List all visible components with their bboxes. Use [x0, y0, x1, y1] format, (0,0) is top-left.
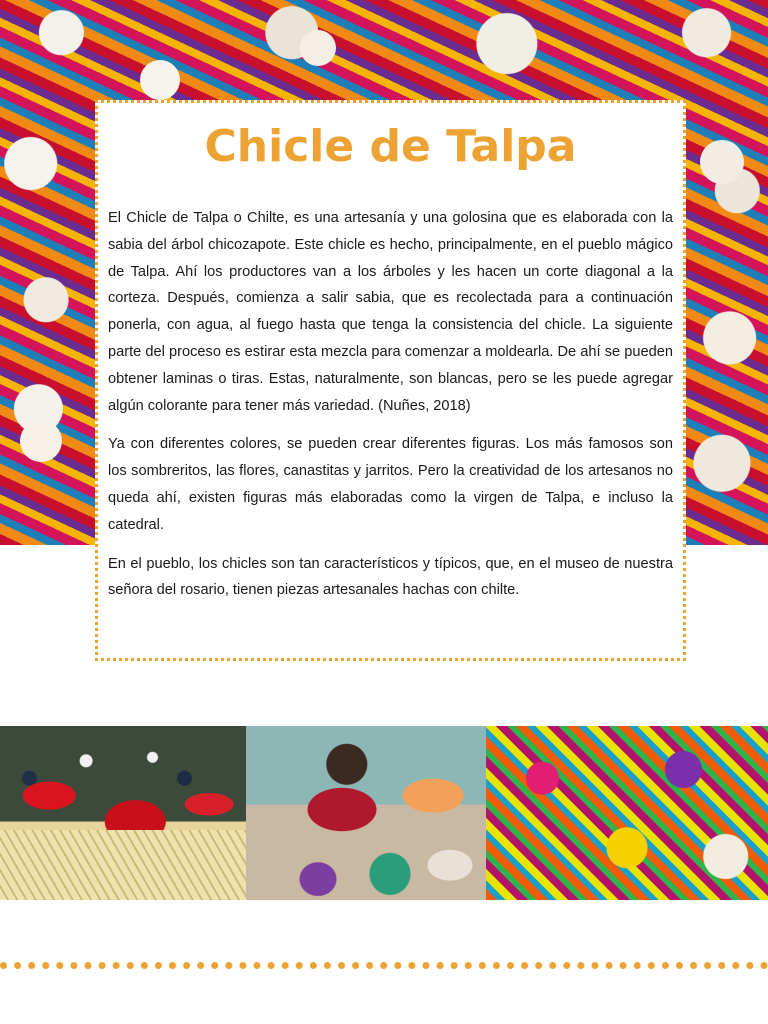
article-card [95, 100, 686, 661]
article-title: Chicle de Talpa [204, 121, 577, 172]
basket-weave [0, 830, 246, 900]
photo-colorful-chicle-baskets [486, 726, 768, 900]
hero-decor [300, 30, 336, 66]
article-paragraph: En el pueblo, los chicles son tan característicos y típicos, que, en el museo de nuestra señora del rosario, tienen piezas artesanales hachas con chilte. [108, 555, 673, 599]
hero-decor [710, 440, 750, 480]
photo-chicle-flowers-basket [0, 726, 246, 900]
photo-strip [0, 726, 768, 900]
photo-artisan-working [246, 726, 486, 900]
footer-dotted-divider [0, 962, 768, 969]
hero-decor [140, 60, 180, 100]
article-paragraph: El Chicle de Talpa o Chilte, es una artesanía y una golosina que es elaborada con la sabia del árbol chicozapote. Este chicle es hecho, principalmente, en el pueblo mágico de Talpa. Ahí los productores van a los árboles y les hacen un corte diagonal a la corteza. Después, comienza a salir sabia, que es recolectada para a continuación ponerla, con agua, al fuego hasta que tenga la consistencia del chicle. La siguiente parte del proceso es estirar esta mezcla para comenzar a moldearla. De ahí se pueden obtener laminas o tiras. Estas, naturalmente, son blancas, pero se les puede agregar algún colorante para tener más variedad. (Nuñes, 2018) [108, 210, 673, 414]
article-paragraph: Ya con diferentes colores, se pueden crear diferentes figuras. Los más famosos son los sombreritos, las flores, canastitas y jarritos. Pero la creatividad de los artesanos no queda ahí, existen figuras más elaboradas como la virgen de Talpa, e incluso la catedral. [108, 436, 673, 533]
hero-decor [20, 420, 62, 462]
hero-decor [700, 140, 744, 184]
